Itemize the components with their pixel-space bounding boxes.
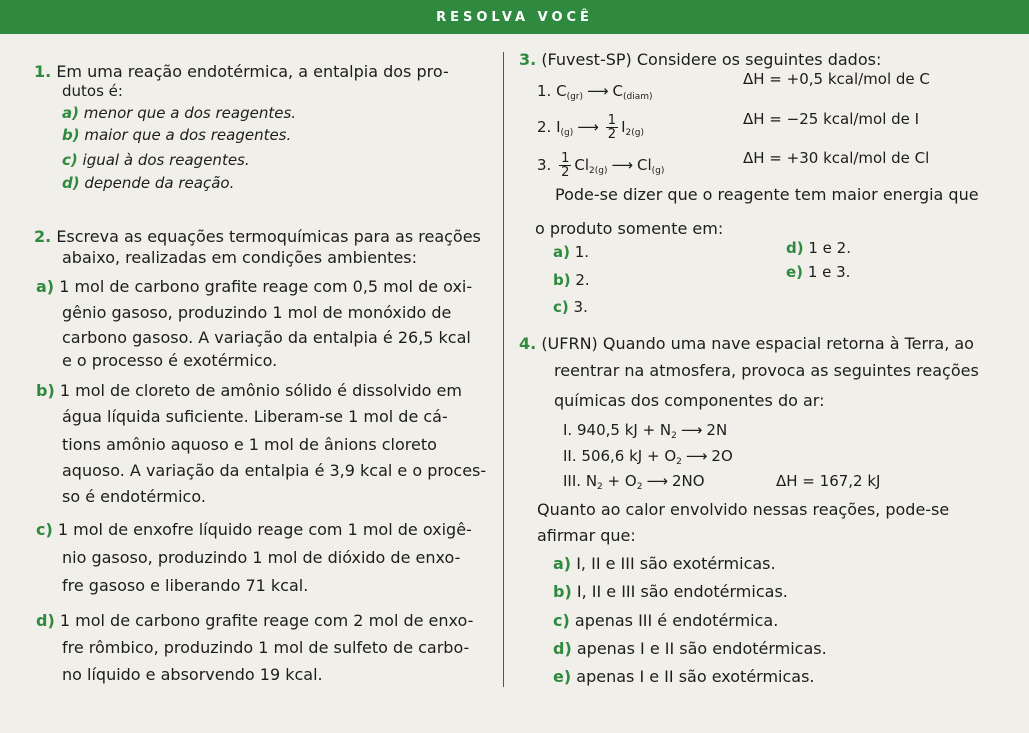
q4-stem-line3: químicas dos componentes do ar:	[554, 391, 825, 410]
q3-option-d: d) 1 e 2.	[786, 239, 851, 257]
q2-item-c-line3: fre gasoso e liberando 71 kcal.	[62, 576, 309, 595]
q4-reaction-3-dh: ΔH = 167,2 kJ	[776, 472, 881, 490]
q2-item-a-line1: a) 1 mol de carbono grafite reage com 0,5 mol de oxi-	[36, 277, 473, 296]
q4-option-d: d) apenas I e II são endotérmicas.	[553, 639, 827, 658]
q2-item-b-line4: aquoso. A variação da entalpia é 3,9 kcal e o proces-	[62, 461, 487, 480]
q1-option-a: a) menor que a dos reagentes.	[62, 104, 297, 122]
q4-after-line1: Quanto ao calor envolvido nessas reações, pode-se	[537, 500, 950, 519]
q3-after-line2: o produto somente em:	[535, 219, 724, 238]
q4-after-line2: afirmar que:	[537, 526, 636, 545]
q2-item-a-line2: gênio gasoso, produzindo 1 mol de monóxido de	[62, 303, 452, 322]
q3-equation-1: 1. $C_{(gr)}$ ⟶ $C_{(diam)}$	[537, 82, 653, 102]
q1-stem-line2: dutos é:	[62, 82, 123, 100]
q4-option-c: c) apenas III é endotérmica.	[553, 611, 779, 630]
section-banner: RESOLVA VOCÊ	[0, 0, 1029, 34]
q2-item-a-line4: e o processo é exotérmico.	[62, 351, 278, 370]
q3-option-b: b) 2.	[553, 271, 590, 289]
q2-item-b-line1: b) 1 mol de cloreto de amônio sólido é dissolvido em	[36, 381, 462, 400]
q1-number: 1.	[34, 62, 52, 81]
q4-reaction-2: II. 506,6 kJ + $O_2$ ⟶ 2O	[563, 447, 733, 467]
q3-equation-2: 2. $I_{(g)}$ ⟶ $\frac{1}{2}$ $I_{2(g)}$	[537, 113, 644, 142]
q3-equation-3-dh: ΔH = +30 kcal/mol de Cl	[743, 149, 930, 167]
q1-option-d: d) depende da reação.	[62, 174, 235, 192]
q3-equation-3: 3. $\frac{1}{2}$ $Cl_{2(g)}$ ⟶ $Cl_{(g)}$	[537, 151, 665, 180]
q3-option-e: e) 1 e 3.	[786, 263, 851, 281]
q2-item-d-line3: no líquido e absorvendo 19 kcal.	[62, 665, 323, 684]
q3-equation-2-dh: ΔH = −25 kcal/mol de I	[743, 110, 920, 128]
q2-item-b-line5: so é endotérmico.	[62, 487, 206, 506]
q2-item-b-line3: tions amônio aquoso e 1 mol de ânions cloreto	[62, 435, 437, 454]
column-divider	[503, 52, 504, 687]
q2-item-d-line1: d) 1 mol de carbono grafite reage com 2 mol de enxo-	[36, 611, 474, 630]
q4-reaction-1: I. 940,5 kJ + $N_2$ ⟶ 2N	[563, 421, 728, 441]
q4-stem-line2: reentrar na atmosfera, provoca as seguintes reações	[554, 361, 979, 380]
q3-after-line1: Pode-se dizer que o reagente tem maior energia que	[555, 185, 979, 204]
q4-option-a: a) I, II e III são exotérmicas.	[553, 554, 776, 573]
q4-stem-line1: 4. (UFRN) Quando uma nave espacial retorna à Terra, ao	[519, 334, 974, 353]
q1-stem-line1: 1. Em uma reação endotérmica, a entalpia dos pro-	[34, 62, 449, 81]
q2-item-b-line2: água líquida suficiente. Liberam-se 1 mol de cá-	[62, 407, 448, 426]
q2-item-d-line2: fre rômbico, produzindo 1 mol de sulfeto de carbo-	[62, 638, 470, 657]
q2-item-c-line2: nio gasoso, produzindo 1 mol de dióxido de enxo-	[62, 548, 461, 567]
q2-stem-line2: abaixo, realizadas em condições ambientes:	[62, 248, 418, 267]
q3-equation-1-dh: ΔH = +0,5 kcal/mol de C	[743, 70, 930, 88]
q2-item-c-line1: c) 1 mol de enxofre líquido reage com 1 mol de oxigê-	[36, 520, 472, 539]
q2-stem-line1: 2. Escreva as equações termoquímicas para as reações	[34, 227, 481, 246]
q3-stem: 3. (Fuvest-SP) Considere os seguintes dados:	[519, 50, 882, 69]
q2-item-a-line3: carbono gasoso. A variação da entalpia é 26,5 kcal	[62, 328, 471, 347]
q1-option-b: b) maior que a dos reagentes.	[62, 126, 292, 144]
q3-option-c: c) 3.	[553, 298, 588, 316]
q3-option-a: a) 1.	[553, 243, 590, 261]
q1-option-c: c) igual à dos reagentes.	[62, 151, 250, 169]
q4-option-b: b) I, II e III são endotérmicas.	[553, 582, 788, 601]
q4-reaction-3: III. $N_2 + O_2$ ⟶ 2NO	[563, 472, 705, 492]
q4-option-e: e) apenas I e II são exotérmicas.	[553, 667, 815, 686]
